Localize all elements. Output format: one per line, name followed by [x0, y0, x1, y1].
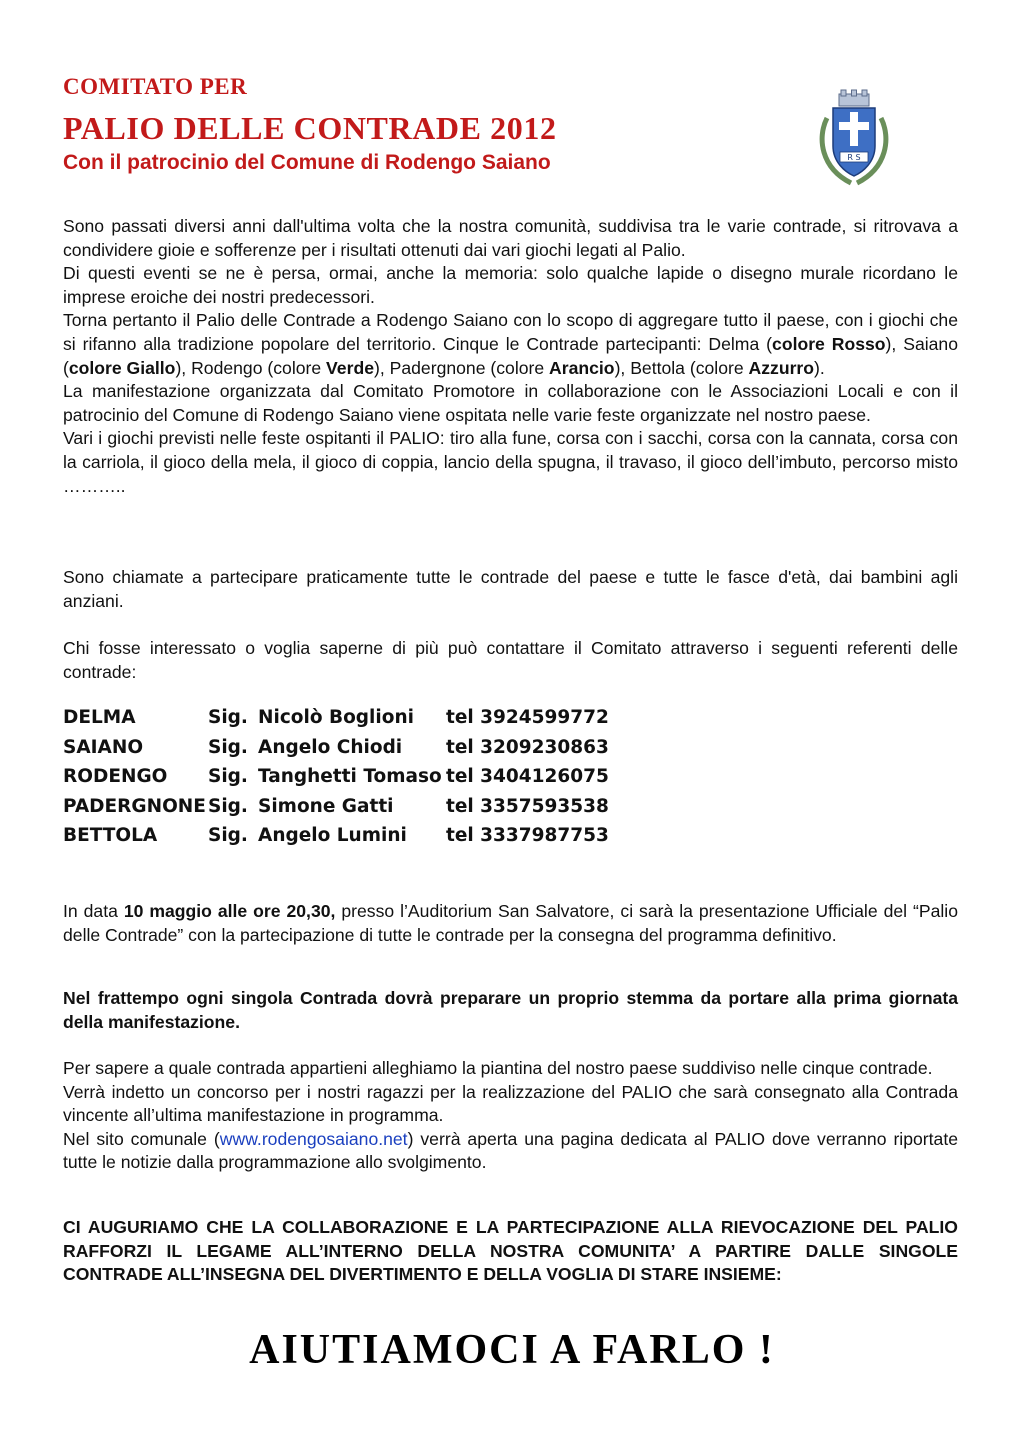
contact-name: Angelo Lumini [258, 825, 407, 846]
patronage-subtitle: Con il patrocinio del Comune di Rodengo Saiano [63, 151, 551, 174]
paragraph-closing: CI AUGURIAMO CHE LA COLLABORAZIONE E LA PARTECIPAZIONE ALLA RIEVOCAZIONE DEL PALIO RAFFORZI IL LEGAME ALL’INTERNO DELLA NOSTRA COMUNITA’ A PARTIRE DALLE SINGOLE CONTRADE ALL’INSEGNA DEL DIVERTIMENTO E DELLA VOGLIA DI STARE INSIEME: [63, 1217, 958, 1285]
paragraph-contest: Verrà indetto un concorso per i nostri ragazzi per la realizzazione del PALIO che sarà consegnato alla Contrada vincente all’ultima manifestazione in programma. [63, 1081, 958, 1126]
contact-contrada: SAIANO [63, 736, 144, 758]
event-title: PALIO DELLE CONTRADE 2012 [63, 110, 557, 146]
paragraph-memory: Di questi eventi se ne è persa, ormai, anche la memoria: solo qualche lapide o disegno murale ricordano le imprese eroiche dei nostri predecessori. [63, 263, 958, 307]
contact-title: Sig. [208, 825, 248, 846]
municipal-crest-icon [813, 88, 895, 188]
contact-title: Sig. [208, 766, 248, 787]
paragraph-games: Vari i giochi previsti nelle feste ospitanti il PALIO: tiro alla fune, corsa con i sacchi, corsa con la cannata, corsa con la carriola, il gioco della mela, il gioco di coppia, lancio della spugna, il travaso, il gioco dell’imbuto, percorso misto ……….. [63, 428, 958, 496]
committee-heading: COMITATO PER [63, 74, 248, 99]
paragraph-presentation: In data 10 maggio alle ore 20,30, presso l’Auditorium San Salvatore, ci sarà la presentazione Ufficiale del “Palio delle Contrade” con la partecipazione di tutte le contrade per la consegna del programma definitivo. [63, 901, 958, 945]
website-link[interactable]: www.rodengosaiano.net [219, 1128, 408, 1149]
contact-phone: tel 3404126075 [446, 766, 609, 787]
contact-contrada: BETTOLA [63, 825, 158, 846]
paragraph-stemma: Nel frattempo ogni singola Contrada dovrà preparare un proprio stemma da portare alla prima giornata della manifestazione. [63, 988, 958, 1032]
paragraph-contrade-colors: Torna pertanto il Palio delle Contrade a Rodengo Saiano con lo scopo di aggregare tutto il paese, con i giochi che si rifanno alla tradizione popolare del territorio. Cinque le Contrade partecipanti: Delma (colore Rosso), Saiano (colore Giallo), Rodengo (colore Verde), Padergnone (colore Arancio), Bettola (colore Azzurro). [63, 310, 958, 378]
contact-contrada: DELMA [63, 707, 136, 728]
contact-phone: tel 3337987753 [446, 825, 609, 846]
closing-slogan: AIUTIAMOCI A FARLO ! [249, 1327, 775, 1373]
contact-title: Sig. [208, 795, 248, 817]
contact-phone: tel 3357593538 [446, 795, 609, 817]
paragraph-organization: La manifestazione organizzata dal Comitato Promotore in collaborazione con le Associazioni Locali e con il patrocinio del Comune di Rodengo Saiano viene ospitata nelle varie feste organizzate nel nostro paese. [63, 381, 958, 425]
contact-phone: tel 3209230863 [446, 736, 609, 758]
contact-name: Tanghetti Tomaso [258, 766, 442, 787]
paragraph-history: Sono passati diversi anni dall'ultima volta che la nostra comunità, suddivisa tra le varie contrade, si ritrovava a condividere gioie e sofferenze per i risultati ottenuti dai vari giochi legati al Palio. [63, 216, 958, 260]
paragraph-info [63, 1057, 958, 1175]
contact-name: Simone Gatti [258, 795, 394, 817]
paragraph-map: Per sapere a quale contrada appartieni alleghiamo la piantina del nostro paese suddiviso nelle cinque contrade. [63, 1058, 933, 1078]
intro-section [63, 215, 958, 498]
contact-contrada: PADERGNONE [63, 795, 206, 817]
contact-name: Angelo Chiodi [258, 736, 403, 758]
paragraph-website: Nel sito comunale (www.rodengosaiano.net) verrà aperta una pagina dedicata al PALIO dove verranno riportate tutte le notizie dalla programmazione allo svolgimento. [63, 1128, 958, 1173]
contact-title: Sig. [208, 736, 248, 758]
contact-title: Sig. [208, 707, 248, 728]
paragraph-participants: Sono chiamate a partecipare praticamente tutte le contrade del paese e tutte le fasce d'età, dai bambini agli anziani. [63, 567, 958, 611]
contact-phone: tel 3924599772 [446, 707, 609, 728]
contact-name: Nicolò Boglioni [258, 707, 414, 728]
contact-contrada: RODENGO [63, 766, 168, 787]
paragraph-contact-intro: Chi fosse interessato o voglia saperne di più può contattare il Comitato attraverso i seguenti referenti delle contrade: [63, 638, 958, 682]
crest-letters: R S [847, 153, 861, 162]
